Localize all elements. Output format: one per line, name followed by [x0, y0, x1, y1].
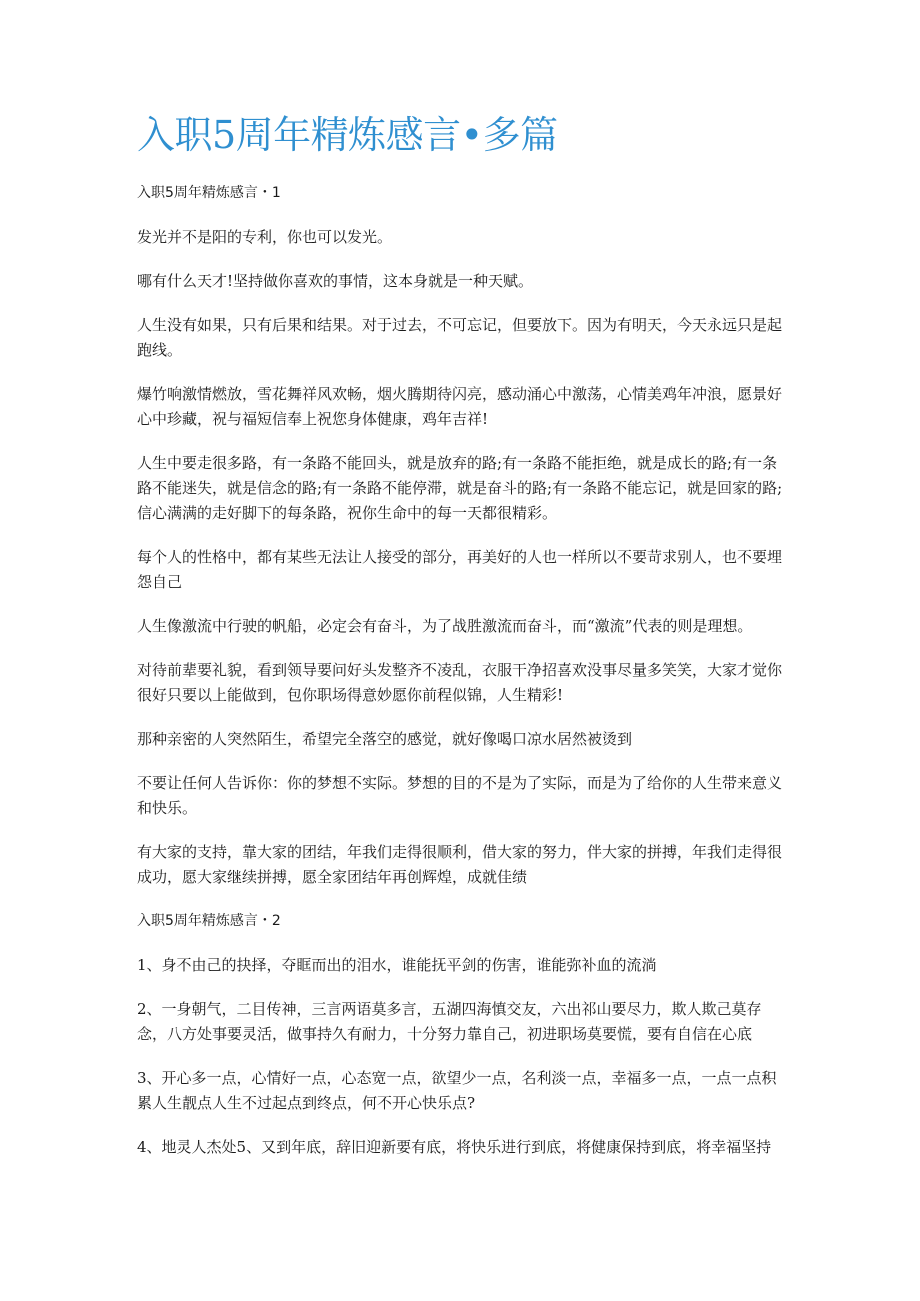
document-body	[137, 181, 787, 1179]
paragraph: 对待前辈要礼貌，看到领导要问好头发整齐不凌乱，衣服干净招喜欢没事尽量多笑笑，大家才觉你很好只要以上能做到，包你职场得意妙愿你前程似锦，人生精彩!	[137, 661, 783, 704]
paragraph: 人生像激流中行驶的帆船，必定会有奋斗，为了战胜激流而奋斗，而“激流”代表的则是理想。	[137, 617, 753, 635]
list-item: 4、地灵人杰处5、又到年底，辞旧迎新要有底，将快乐进行到底，将健康保持到底，将幸福坚持	[137, 1138, 772, 1156]
paragraph: 人生没有如果，只有后果和结果。对于过去，不可忘记，但要放下。因为有明天，今天永远只是起跑线。	[137, 316, 783, 359]
paragraph: 那种亲密的人突然陌生，希望完全落空的感觉，就好像喝口凉水居然被烫到	[137, 730, 633, 748]
list-item: 2、一身朝气，二目传神，三言两语莫多言，五湖四海慎交友，六出祁山要尽力，欺人欺己莫存念，八方处事要灵活，做事持久有耐力，十分努力靠自己，初进职场莫要慌，要有自信在心底	[137, 1000, 762, 1043]
list-item: 1、身不由己的抉择，夺眶而出的泪水，谁能抚平剑的伤害，谁能弥补血的流淌	[137, 956, 657, 974]
paragraph: 人生中要走很多路，有一条路不能回头，就是放弃的路;有一条路不能拒绝，就是成长的路;有一条路不能迷失，就是信念的路;有一条路不能停滞，就是奋斗的路;有一条路不能忘记，就是回家的路;信心满满的走好脚下的每条路，祝你生命中的每一天都很精彩。	[137, 454, 783, 522]
section-1-heading: 入职5周年精炼感言・1	[137, 185, 281, 201]
paragraph: 不要让任何人告诉你：你的梦想不实际。梦想的目的不是为了实际，而是为了给你的人生带来意义和快乐。	[137, 774, 783, 817]
paragraph: 哪有什么天才!坚持做你喜欢的事情，这本身就是一种天赋。	[137, 272, 534, 290]
paragraph: 有大家的支持，靠大家的团结，年我们走得很顺利，借大家的努力，伴大家的拼搏，年我们走得很成功，愿大家继续拼搏，愿全家团结年再创辉煌，成就佳绩	[137, 843, 783, 886]
list-item: 3、开心多一点，心情好一点，心态宽一点，欲望少一点，名利淡一点，幸福多一点，一点一点积累人生靓点人生不过起点到终点，何不开心快乐点?	[137, 1069, 777, 1112]
paragraph: 发光并不是阳的专利，你也可以发光。	[137, 228, 393, 246]
paragraph: 爆竹响激情燃放，雪花舞祥风欢畅，烟火腾期待闪亮，感动涌心中激荡，心情美鸡年冲浪，愿景好心中珍藏，祝与福短信奉上祝您身体健康，鸡年吉祥!	[137, 385, 783, 428]
section-2-heading: 入职5周年精炼感言・2	[137, 913, 281, 929]
paragraph: 每个人的性格中，都有某些无法让人接受的部分，再美好的人也一样所以不要苛求别人，也不要埋怨自己	[137, 548, 783, 591]
page-title: 入职5周年精炼感言•多篇	[137, 113, 558, 157]
